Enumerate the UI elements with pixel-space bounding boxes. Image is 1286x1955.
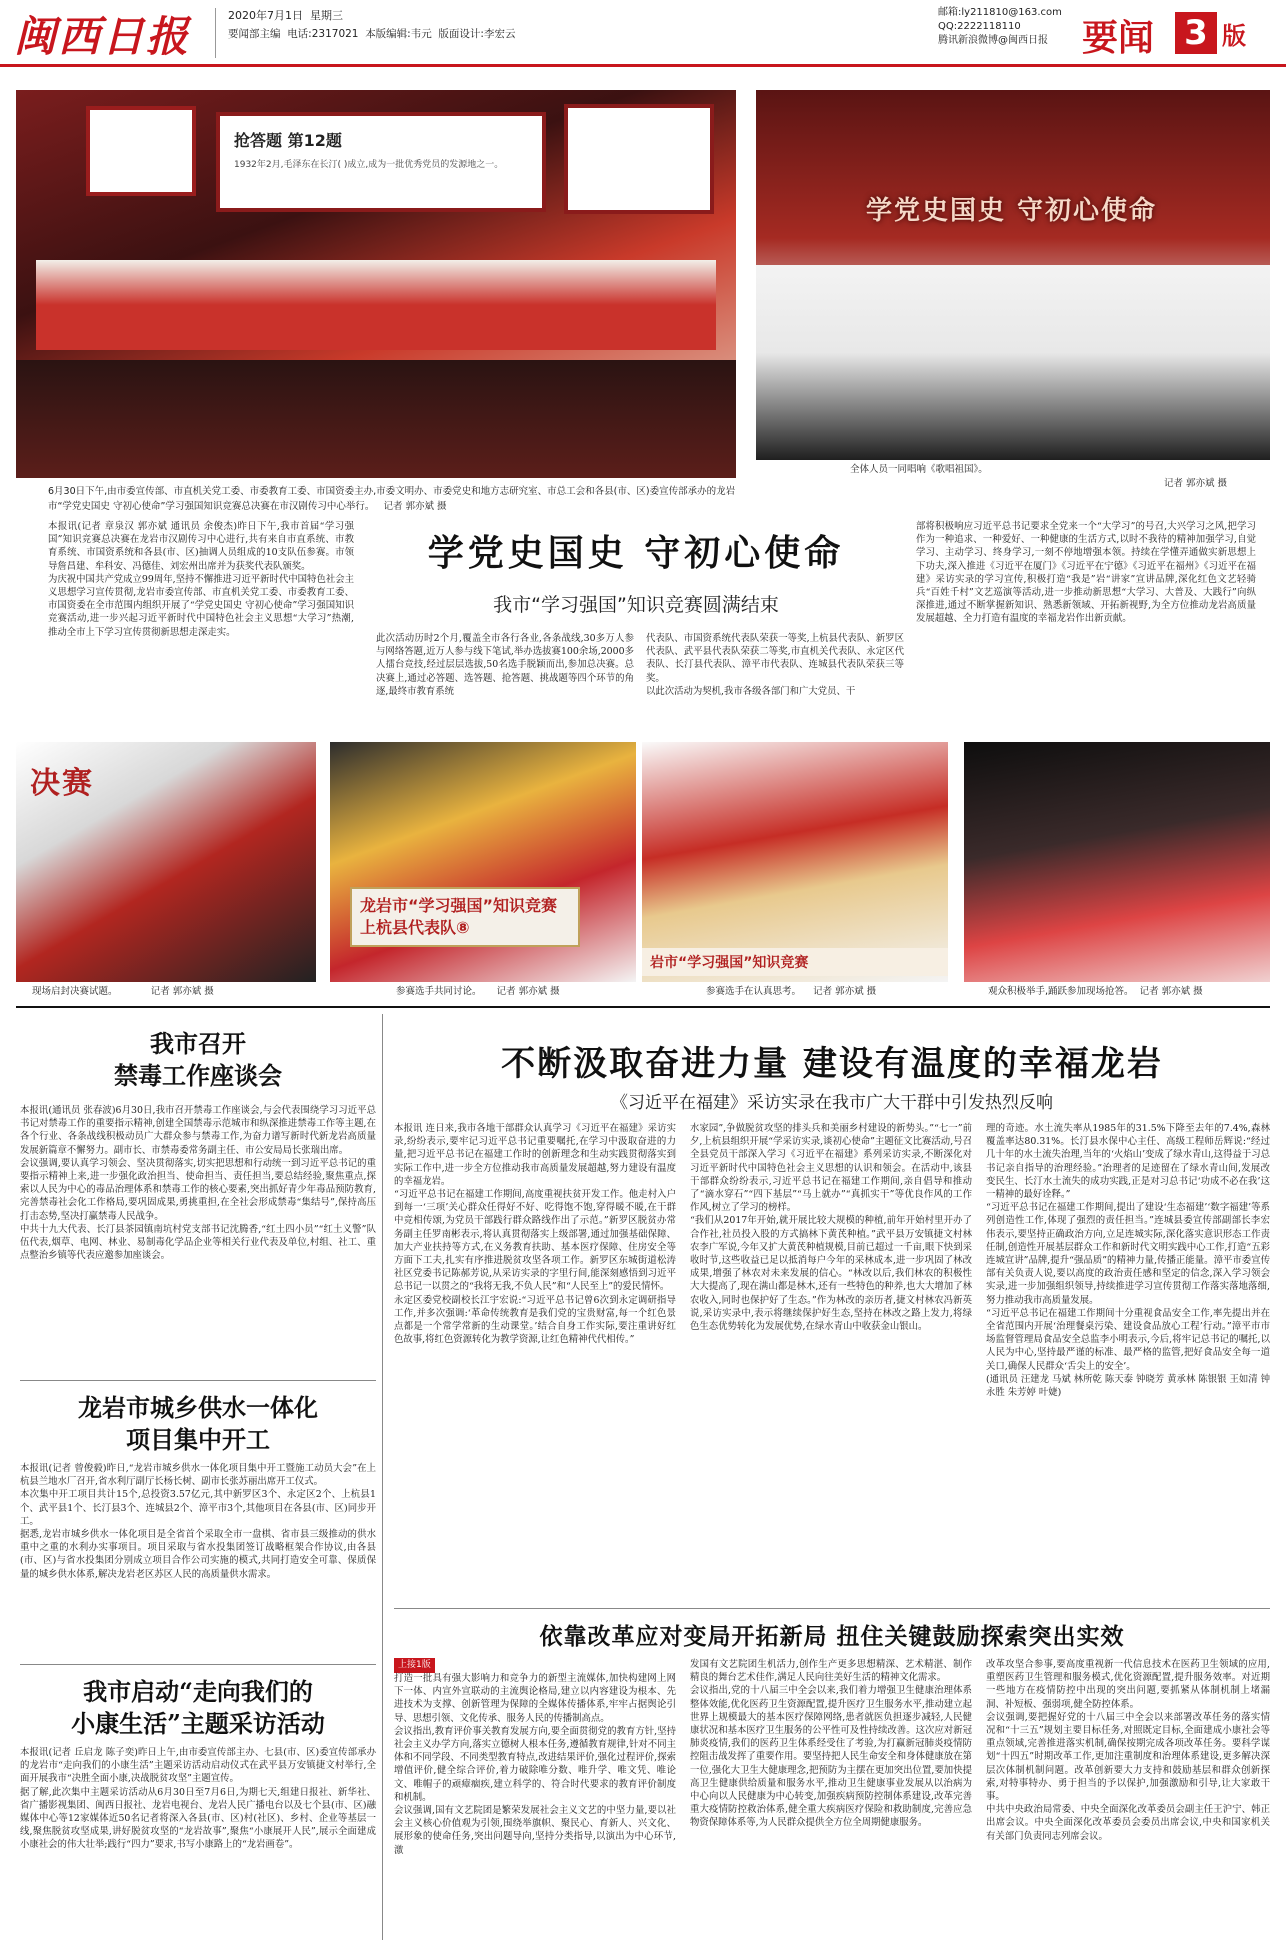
mid-photo-2-caption (396, 984, 636, 999)
section-divider (16, 1006, 1270, 1008)
issue-weekday: 星期三 (310, 9, 343, 22)
bottom-article-col3: 改革攻坚合参事,要高度重视新一代信息技术在医药卫生领域的应用,重塑医药卫生管理和服务模式,优化资源配置,提升服务效率。对近期一些地方在疫情防控中出现的突出问题,要抓紧从体制机制上堵漏洞、补短板、强弱项,健全防控体系。 会议强调,要把握好党的十八届三中全会以来部署改革任务的落实情况和“十三五”规划主要目标任务,对照既定目标,全面建成小康社会等重点领域,完善推进落实机制,确保按期完成各项改革任务。要科学谋划“十四五”时期改革工作,更加注重制度和治理体系建设,更多解决深层次体制机制问题。改革创新要大力支持和鼓励基层和群众创新探索,对特事特办、勇于担当的予以保护,加强激励和引导,让大家敢干事。 中共中央政治局常委、中央全面深化改革委员会副主任王沪宁、韩正出席会议。中央全面深化改革委员会委员出席会议,中央和国家机关有关部门负责同志列席会议。 (986, 1659, 1270, 1842)
lead-col3: 代表队、市国资系统代表队荣获一等奖,上杭县代表队、新罗区代表队、武平县代表队荣获二等奖,市直机关代表队、永定区代表队、长汀县代表队、漳平市代表队、连城县代表队荣获三等奖。 以此次活动为契机,我市各级各部门和广大党员、干 (646, 633, 904, 697)
section-name: 要闻 (1082, 18, 1155, 59)
group-people (756, 265, 1270, 460)
left-article-2-title (20, 1392, 376, 1456)
mid-photo-1-stage: 决赛 (30, 766, 94, 801)
photo-final-stage (16, 90, 736, 478)
main-article-bottom-rule (394, 1608, 1270, 1609)
top-right-credit: 记者 郭亦斌 摄 (1164, 478, 1228, 489)
stage-screen-left (86, 106, 196, 196)
main-article-title: 不断汲取奋进力量 建设有温度的幸福龙岩 (501, 1044, 1163, 1084)
dept-phone: 电话:2317021 (287, 28, 359, 40)
stage-floor (16, 360, 736, 478)
photo-opening-questions (16, 742, 316, 982)
left-divider-1 (20, 1380, 376, 1381)
contact-weibo: 腾讯新浪微博@闽西日报 (938, 35, 1048, 46)
lead-col1: 本报讯(记者 章泉汉 郭亦斌 通讯员 余俊杰)昨日下午,我市首届“学习强国”知识竞赛总决赛在龙岩市汉剧传习中心进行,共有来自市直系统、市教育系统、市国资系统和各县(市、区)抽调人员组成的10支队伍参赛。市领导詹昌建、牟科安、冯德佳、刘宏州出席并为获奖代表队颁奖。 为庆祝中国共产党成立99周年,坚持不懈推进习近平新时代中国特色社会主义思想学习宣传贯彻,龙岩市委宣传部、市直机关党工委、市委教育工委、市国资委在全市范围内组织开展了“学党史国史 守初心使命”学习强国知识竞赛活动,进一步兴起习近平新时代中国特色社会主义思想“大学习”热潮,推动全市上下学习宣传贯彻新思想走深走实。 (48, 521, 354, 638)
mid-photo-1-caption-text: 现场启封决赛试题。 (32, 986, 118, 997)
main-article-col3: 理的奇迹。水土流失率从1985年的31.5%下降至去年的7.4%,森林覆盖率达80.31%。长汀县水保中心主任、高级工程师岳辉说:“经过几十年的水土流失治理,当年的‘火焰山’变成了绿水青山,这得益于习总书记亲自指导的治理经验。”治理者的足迹留在了绿水青山间,发展改变民生、长汀水土流失的成功实践,正是对习总书记‘功成不必在我’这一精神的最好诠释。” “习近平总书记在福建工作期间,提出了建设‘生态福建’‘数字福建’等系列创造性工作,体现了强烈的责任担当。”连城县委宣传部副部长李宏伟表示,要坚持正确政治方向,立足连城实际,深化落实意识形态工作责任制,创造性开展基层群众工作和新时代文明实践中心工作,打造“五彩连城宣讲”品牌,提升“强品质”的精神力量,传播正能量。漳平市委宣传部有关负责人说,要以高度的政治责任感和坚定的信念,深入学习领会实录,进一步加强组织领导,持续推进学习宣传贯彻工作落实落地落细,努力推动我市高质量发展。 “习近平总书记在福建工作期间十分重视食品安全工作,率先提出并在全省范围内开展‘治理餐桌污染、建设食品放心工程’行动。”漳平市市场监督管理局食品安全总监李小明表示,今后,将牢记总书记的嘱托,以人民为中心,坚持最严谨的标准、最严格的监管,把好食品安全每一道关口,确保人民群众‘舌尖上的安全’。 (通讯员 汪建龙 马斌 林所乾 陈天泰 钟晓芳 黄承林 陈银银 王如清 钟永胜 朱芳婷 叶婕) (986, 1123, 1270, 1399)
stage-banner: 学党史国史 守初心使命 (866, 196, 1158, 226)
contact-qq: QQ:2222118110 (938, 21, 1021, 32)
mid-photo-3-caption (706, 984, 946, 999)
mid-photo-3-caption-text: 参赛选手在认真思考。 (706, 986, 802, 997)
contact-email: 邮箱:ly211810@163.com (938, 7, 1062, 18)
mid-photo-4-credit: 记者 郭亦斌 摄 (1139, 986, 1203, 997)
top-left-caption (48, 484, 738, 514)
top-left-credit: 记者 郭亦斌 摄 (383, 501, 447, 512)
masthead-info-top (228, 8, 343, 24)
contestant-row (36, 260, 716, 350)
left-article-1-title-line2: 禁毒工作座谈会 (114, 1061, 282, 1090)
bottom-article-tag: 上接1版 (394, 1658, 435, 1673)
mid-photo-2-stage: 龙岩市“学习强国”知识竞赛 上杭县代表队⑧ (350, 887, 580, 947)
masthead-contact (938, 6, 1078, 48)
screen-question-text: 1932年2月,毛泽东在长汀( )成立,成为一批优秀党员的发源地之一。 (234, 160, 504, 170)
dept-editor: 要闻部主编 (228, 28, 281, 40)
photo-group-singing (756, 90, 1270, 460)
newspaper-logo: 闽西日报 (14, 12, 191, 61)
left-article-1-title (20, 1028, 376, 1092)
page-number-box (1175, 12, 1217, 54)
mid-photo-1-credit: 记者 郭亦斌 摄 (150, 986, 214, 997)
top-left-caption-text: 6月30日下午,由市委宣传部、市直机关党工委、市委教育工委、市国资委主办,市委文明办、市委党史和地方志研究室、市总工会和各县(市、区)委宣传部承办的龙岩市“学党史国史 守初心使命”学习强国知识竞赛总决赛在市汉剧传习中心举行。 (48, 486, 736, 512)
left-article-1-body: 本报讯(通讯员 张春波)6月30日,我市召开禁毒工作座谈会,与会代表围绕学习习近平总书记对禁毒工作的重要指示精神,创建全国禁毒示范城市和纵深推进禁毒工作等主题,在各个行业、各条战线积极动员广大群众参与禁毒工作,为奋力谱写新时代新龙岩高质量发展新篇章不懈努力。副市长、市禁毒委常务副主任、市公安局局长张瑞出席。 会议强调,要认真学习领会、坚决贯彻落实,切实把思想和行动统一到习近平总书记的重要指示精神上来,进一步强化政治担当、使命担当、责任担当,要总结经验,聚焦重点,探索以人民为中心的毒品治理体系和禁毒工作的核心要素,突出抓好青少年毒品预防教育,完善禁毒社会化工作格局,要巩固成果,勇挑重担,在全社会形成禁毒“集结号”,保持高压打击态势,坚决打赢禁毒人民战争。 中共十九大代表、长汀县茶园镇南坑村党支部书记沈腾香,“红土四小员”“红土义警”队伍代表,烟草、电网、林业、易制毒化学品企业等相关行业代表及单位,村组、社工、重点整治乡镇等代表应邀参加座谈会。 (20, 1105, 376, 1262)
masthead-info-bottom (228, 26, 515, 42)
left-article-1-title-line1: 我市召开 (150, 1029, 246, 1058)
mid-photo-4-caption (988, 984, 1278, 999)
masthead-divider (215, 8, 216, 58)
mid-photo-1-caption (32, 984, 322, 999)
stage-screen-right (564, 104, 714, 214)
left-article-3-title (20, 1676, 376, 1740)
top-right-inner-caption: 全体人员一同唱响《歌唱祖国》。 (850, 464, 988, 475)
left-column-divider (382, 1014, 383, 1940)
left-article-3-body: 本报讯(记者 丘启龙 陈子奕)昨日上午,由市委宣传部主办、七县(市、区)委宣传部承办的龙岩市“走向我们的小康生活”主题采访活动启动仪式在武平县万安镇捷文村举行,全面开展我市“决胜全面小康,决战脱贫攻坚”主题宣传。 据了解,此次集中主题采访活动从6月30日至7月6日,为期七天,组建日报社、新华社、省广播影视集团、闽西日报社、龙岩电视台、龙岩人民广播电台以及七个县(市、区)融媒体中心等12家媒体近50名记者将深入各县(市、区)村(社区)、乡村、企业等基层一线,聚焦脱贫攻坚成果,讲好脱贫攻坚的“龙岩故事”,聚焦“小康展开人民”,展示全面建成小康社会的伟大壮举;践行“四力”要求,书写小康路上的“龙岩画卷”。 (20, 1747, 376, 1851)
photo-team-discussion (330, 742, 636, 982)
left-article-2-title-line1: 龙岩市城乡供水一体化 (78, 1393, 318, 1422)
stage-screen-main (216, 112, 546, 212)
masthead-rule (0, 64, 1286, 67)
lead-subtitle: 我市“学习强国”知识竞赛圆满结束 (493, 594, 779, 616)
mid-photo-2-credit: 记者 郭亦斌 摄 (496, 986, 560, 997)
left-article-3-title-line2: 小康生活”主题采访活动 (71, 1709, 325, 1738)
mid-photo-3-credit: 记者 郭亦斌 摄 (813, 986, 877, 997)
masthead (0, 0, 1286, 70)
page-designer: 版面设计:李宏云 (438, 28, 516, 40)
main-article-col2: 水家园”,争做脱贫攻坚的排头兵和美丽乡村建设的新势头。”“七一”前夕,上杭县组织开展“学采访实录,谈初心使命”主题征文比赛活动,号召全县党员干部深入学习《习近平在福建》系列采访实录,不断深化对习近平新时代中国特色社会主义思想的认识和领会。在活动中,该县干部群众纷纷表示,习近平总书记在福建工作期间,亲自倡导和推动了“滴水穿石”“四下基层”“马上就办”“真抓实干”等优良作风的工作作风,树立了学习的榜样。 “我们从2017年开始,就开展比较大规模的种植,前年开始村里开办了合作社,社员投入股的方式搞林下黄芪种植。”武平县万安镇捷文村林农李广军说,今年又扩大黄芪种植规模,目前已超过一千亩,眼下快到采收时节,这些收益已足以抵消每户今年的采林成本,进一步巩固了林改成果,增强了林农对未来发展的信心。“林改以后,我们林农的积极性大大提高了,现在满山都是林木,还有一些特色的种养,也大大增加了林农收入,同时也保护好了生态。”作为林改的亲历者,捷文村林农冯新英说,采访实录中,表示将继续保护好生态,坚持在林改之路上发力,将绿色生态优势转化为发展优势,在绿水青山中收获金山银山。 (690, 1123, 972, 1333)
page-editor: 本版编辑:韦元 (365, 28, 432, 40)
mid-photo-4-caption-text: 观众积极举手,踊跃参加现场抢答。 (988, 986, 1134, 997)
screen-question-title: 抢答题 第12题 (234, 131, 342, 150)
photo-audience-answering (964, 742, 1270, 982)
left-article-2-body: 本报讯(记者 曾俊毅)昨日,“龙岩市城乡供水一体化项目集中开工暨施工动员大会”在上杭县兰地水厂召开,省水利厅副厅长杨长树、副市长张苏丽出席开工仪式。 本次集中开工项目共计15个,总投资3.57亿元,其中新罗区3个、永定区2个、上杭县1个、武平县1个、长汀县3个、连城县2个、漳平市3个,其他项目在各县(市、区)同步开工。 据悉,龙岩市城乡供水一体化项目是全省首个采取全市一盘棋、省市县三级推动的供水重中之重的水利办实事项目。项目采取与省水投集团签订战略框架合作协议,由各县(市、区)与省水投集团分别成立项目合作公司实施的模式,共同打造安全可靠、保质保量的城乡供水体系,解决龙岩老区苏区人民的高质量供水需求。 (20, 1463, 376, 1580)
bottom-article-col1: 打造一批具有强大影响力和竞争力的新型主流媒体,加快构建网上网下一体、内宣外宣联动的主流舆论格局,建立以内容建设为根本、先进技术为支撑、创新管理为保障的全媒体传播体系,牢牢占据舆论引导、思想引领、文化传承、服务人民的传播制高点。 会议指出,教育评价事关教育发展方向,要全面贯彻党的教育方针,坚持社会主义办学方向,落实立德树人根本任务,遵循教育规律,针对不同主体和不同学段、不同类型教育特点,改进结果评价,强化过程评价,探索增值评价,健全综合评价,着力破除唯分数、唯升学、唯文凭、唯论文、唯帽子的顽瘴痼疾,建立科学的、符合时代要求的教育评价制度和机制。 会议强调,国有文艺院团是繁荣发展社会主义文艺的中坚力量,要以社会主义核心价值观为引领,围绕举旗帜、聚民心、育新人、兴文化、展形象的使命任务,突出问题导向,坚持分类指导,以演出为中心环节,激 (394, 1673, 676, 1856)
left-article-2-title-line2: 项目集中开工 (126, 1425, 270, 1454)
main-article-subtitle: 《习近平在福建》采访实录在我市广大干群中引发热烈反响 (611, 1093, 1053, 1113)
lead-col4: 部将积极响应习近平总书记要求全党来一个“大学习”的号召,大兴学习之风,把学习作为一种追求、一种爱好、一种健康的生活方式,以时不我待的精神加强学习,自觉学习、主动学习、终身学习,一刻不停地增强本领。持续在学懂弄通做实新思想上下功夫,深入推进《习近平在厦门》《习近平在宁德》《习近平在福州》《习近平在福建》采访实录的学习宣传,积极打造“我是”岩“讲家”宣讲品牌,深化红色文艺轻骑兵“百姓千村”文艺巡演等活动,进一步推动新思想“大学习、大普及、大践行”向纵深推进,通过不断掌握新知识、熟悉新领域、开拓新视野,为全方位推动龙岩高质量发展超越、全力打造有温度的幸福龙岩作出新贡献。 (916, 521, 1256, 625)
issue-date: 2020年7月1日 (228, 9, 303, 22)
bottom-article-title: 依靠改革应对变局开拓新局 扭住关键鼓励探索突出实效 (539, 1623, 1125, 1650)
left-divider-2 (20, 1664, 376, 1665)
mid-photo-3-stage: 岩市“学习强国”知识竞赛 (642, 948, 948, 976)
bottom-article-col2: 发国有文艺院团生机活力,创作生产更多思想精深、艺术精湛、制作精良的舞台艺术佳作,满足人民向往美好生活的精神文化需求。 会议指出,党的十八届三中全会以来,我们着力增强卫生健康治理体系整体效能,优化医药卫生资源配置,提升医疗卫生服务水平,推动建立起世界上规模最大的基本医疗保障网络,患者就医负担逐步减轻,人民健康状况和基本医疗卫生服务的公平性可及性持续改善。这次应对新冠肺炎疫情,我们的医药卫生体系经受住了考验,为打赢新冠肺炎疫情防控阻击战发挥了重要作用。要坚持把人民生命安全和身体健康放在第一位,强化大卫生大健康理念,把预防为主摆在更加突出位置,要加快提高卫生健康供给质量和服务水平,推动卫生健康事业发展从以治病为中心向以人民健康为中心转变,加强疾病预防控制体系建设,改革完善重大疫情防控救治体系,健全重大疾病医疗保险和救助制度,完善应急物资保障体系等,为人民群众提供全方位全周期健康服务。 (690, 1659, 972, 1829)
page-number: 3 (1184, 13, 1208, 53)
left-article-3-title-line1: 我市启动“走向我们的 (83, 1677, 313, 1706)
photo-contestants-thinking (642, 742, 948, 982)
lead-title: 学党史国史 守初心使命 (427, 532, 845, 574)
page-label: 版 (1222, 22, 1246, 50)
lead-col2: 此次活动历时2个月,覆盖全市各行各业,各条战线,30多万人参与网络答题,近万人参与线下笔试,举办选拔赛100余场,2000多人擂台竞技,经过层层选拔,50名选手脱颖而出,参加总决赛。总决赛上,通过必答题、选答题、抢答题、挑战题等四个环节的角逐,最终市教育系统 (376, 633, 634, 697)
mid-photo-2-caption-text: 参赛选手共同讨论。 (396, 986, 482, 997)
main-article-col1: 本报讯 连日来,我市各地干部群众认真学习《习近平在福建》采访实录,纷纷表示,要牢记习近平总书记重要嘱托,在学习中汲取奋进的力量,把习近平总书记在福建工作时的创新理念和生动实践贯彻落实到实际工作中,进一步全方位推动我市高质量发展超越,努力建设有温度的幸福龙岩。 “习近平总书记在福建工作期间,高度重视扶贫开发工作。他走村入户到每一‘三项’关心群众任得好不好、吃得饱不饱,穿得暖不暖,在干群中竞相传颂,为党员干部践行群众路线作出了示范。”新罗区脱贫办常务副主任罗南彬表示,将认真贯彻落实上级部署,通过加强基础保障、加大产业扶持等方式,在义务教育扶助、基本医疗保障、住房安全等方面下工夫,扎实有序推进脱贫攻坚各项工作。新罗区东城街道松涛社区党委书记陈郝芳说,从采访实录的字里行间,能深刻感悟到习近平总书记一以贯之的“我将无我,不负人民”和“人民至上”的爱民情怀。 永定区委党校副校长江宇宏说:“习近平总书记曾6次到永定调研指导工作,并多次强调:‘革命传统教育是我们党的宝贵财富,每一个红色景点都是一个常学常新的生动课堂。’结合自身工作实际,要注重讲好红色故事,将红色资源转化为教学资源,让红色精神代代相传。” (394, 1123, 676, 1346)
